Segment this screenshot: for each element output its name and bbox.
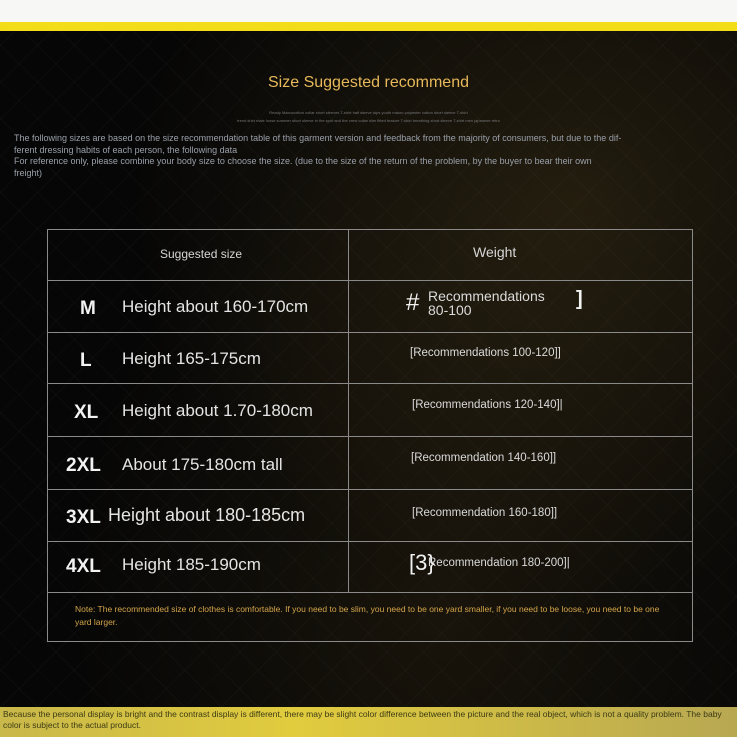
weight-4xl: Recommendation 180-200]| <box>428 557 570 569</box>
fine-print-line-2: trend shirt male loose summer short sleeve in the spot and the crew collar slim fitted feature T-shirt breathing short sleeve T-shirt men japanese retro <box>237 118 500 123</box>
column-divider <box>348 230 349 592</box>
row-divider <box>48 489 692 490</box>
height-l: Height 165-175cm <box>122 349 261 368</box>
fine-print-line-1: Ready Macrocotton collar short sleeves T-shirt half sleeve tops youth macro polyester cotton short sleeve T-shirt <box>269 110 468 115</box>
size-label-m: M <box>80 298 96 319</box>
height-xl: Height about 1.70-180cm <box>122 401 313 420</box>
weight-m-line1: Recommendations <box>428 288 545 304</box>
header-weight: Weight <box>473 244 517 260</box>
bracket-mark: ] <box>576 288 583 310</box>
weight-m-line2: 80-100 <box>428 302 472 318</box>
row-divider <box>48 436 692 437</box>
weight-xl: [Recommendations 120-140]| <box>412 399 563 411</box>
hash-mark: # <box>406 289 420 316</box>
footer-disclaimer: Because the personal display is bright and the contrast display is different, there may be slight color difference between the picture and the real object, which is not a quality problem. The baby color is subject to the actual product. <box>3 709 722 730</box>
intro-line: For reference only, please combine your body size to choose the size. (due to the size of the return of the problem, by the buyer to bear their own <box>14 156 592 166</box>
weight-l: [Recommendations 100-120]] <box>410 347 561 359</box>
size-label-3xl: 3XL <box>66 507 101 528</box>
height-m: Height about 160-170cm <box>122 297 309 316</box>
intro-line: ferent dressing habits of each person, the following data <box>14 144 238 155</box>
intro-line: freight) <box>14 167 43 178</box>
size-label-l: L <box>80 350 92 371</box>
bracket-3-mark: [3} <box>409 550 435 575</box>
top-white-band <box>0 0 737 22</box>
height-2xl: About 175-180cm tall <box>122 455 283 474</box>
page-title: Size Suggested recommend <box>268 74 469 91</box>
header-suggested-size: Suggested size <box>160 247 243 261</box>
height-4xl: Height 185-190cm <box>122 555 261 574</box>
intro-text <box>14 133 726 179</box>
row-divider <box>48 541 692 542</box>
height-3xl: Height about 180-185cm <box>108 505 306 525</box>
size-table <box>47 229 693 642</box>
row-divider <box>48 280 692 281</box>
intro-line: The following sizes are based on the size recommendation table of this garment version and feedback from the majority of consumers, but due to the dif- <box>14 133 622 143</box>
weight-3xl: [Recommendation 160-180]] <box>412 507 558 519</box>
row-divider <box>48 332 692 333</box>
weight-2xl: [Recommendation 140-160]] <box>411 452 557 464</box>
size-label-xl: XL <box>74 402 99 423</box>
top-yellow-stripe <box>0 22 737 31</box>
size-label-2xl: 2XL <box>66 455 101 476</box>
size-label-4xl: 4XL <box>66 556 101 577</box>
row-divider <box>48 383 692 384</box>
table-note: Note: The recommended size of clothes is comfortable. If you need to be slim, you need to be one yard smaller, if you need to be loose, you need to be one yard larger. <box>75 604 660 627</box>
row-divider <box>48 592 692 593</box>
